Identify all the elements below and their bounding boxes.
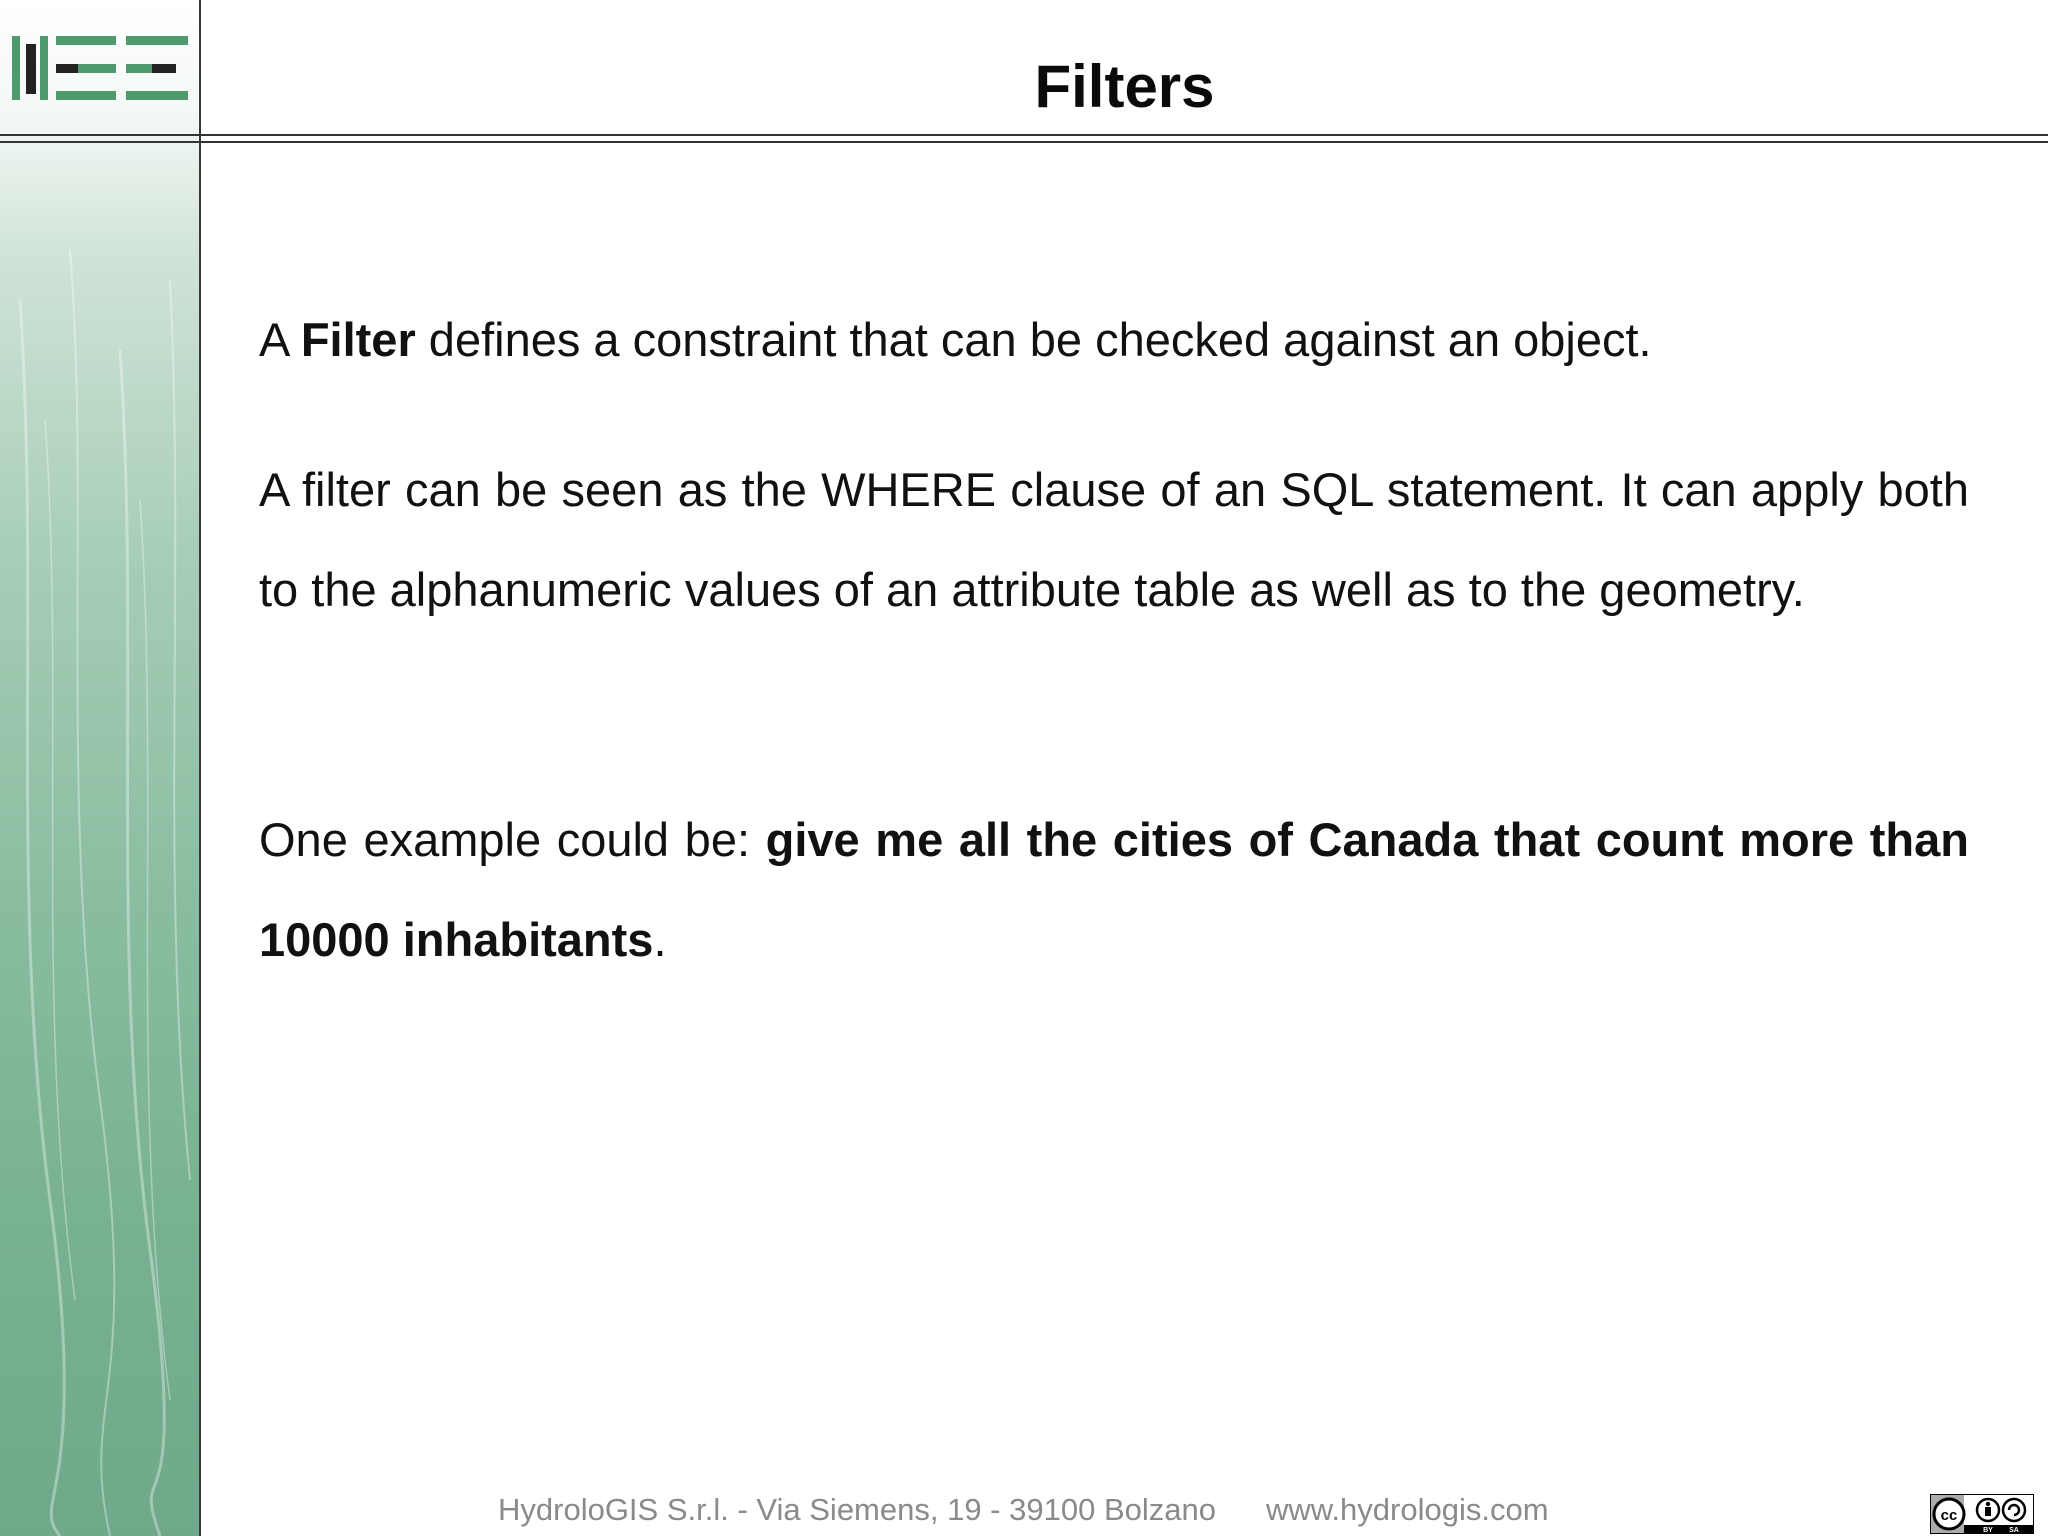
paragraph-bold-example: give me all the cities of Canada that count more than 10000 inhabitants — [259, 813, 1969, 966]
paragraph-text: A — [259, 313, 301, 366]
cc-label: cc — [1940, 1507, 1958, 1524]
paragraph-example — [259, 790, 1969, 990]
sidebar-decoration — [0, 0, 201, 1536]
sidebar-texture — [0, 0, 199, 1536]
paragraph-text: defines a constraint that can be checked against an object. — [415, 313, 1652, 366]
paragraph-text: One example could be: — [259, 813, 766, 866]
slide-title: Filters — [1034, 53, 1215, 120]
footer-address: HydroloGIS S.r.l. - Via Siemens, 19 - 39100 Bolzano — [498, 1492, 1216, 1527]
header-divider-bottom — [0, 141, 2048, 143]
paragraph-where-clause — [259, 440, 1969, 640]
sa-label: SA — [2009, 1527, 2019, 1534]
header-divider-top — [0, 134, 2048, 136]
paragraph-text: . — [653, 913, 667, 966]
footer-website: www.hydrologis.com — [1265, 1492, 1549, 1527]
footer — [498, 1492, 1549, 1528]
hydrologis-logo — [12, 36, 188, 102]
by-label: BY — [1983, 1527, 1993, 1534]
paragraph-text: A filter can be seen as the WHERE clause of an SQL statement. It can apply both to the alphanumeric values of an attribute table as well as to the geometry. — [259, 463, 1969, 616]
share-alike-icon — [2003, 1499, 2025, 1521]
cc-license-badge — [1930, 1494, 2034, 1534]
paragraph-filter-definition — [259, 290, 1969, 390]
paragraph-bold-term: Filter — [300, 313, 416, 366]
